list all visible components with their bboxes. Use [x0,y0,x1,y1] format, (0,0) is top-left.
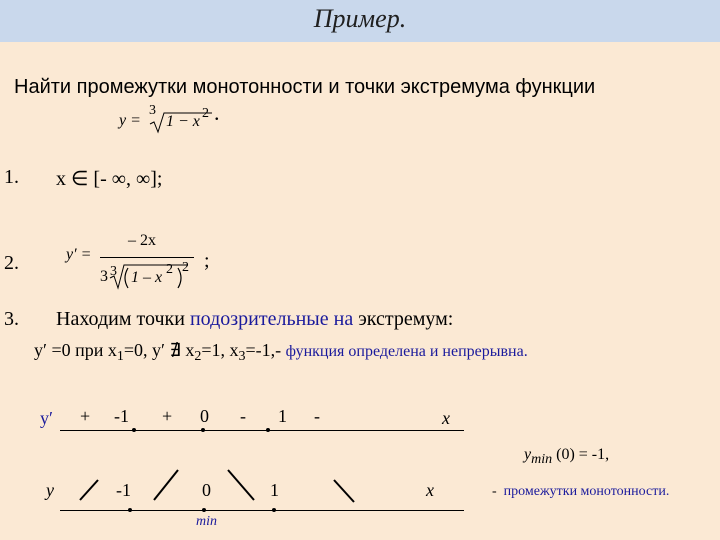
sign-line-label: y′ [40,408,53,428]
sign-plus-1: + [80,406,91,426]
mono-tick-0: 0 [202,480,211,500]
step-2-number: 2. [4,252,19,274]
step-1-number: 1. [4,166,19,188]
critical-d-sub: 3 [238,349,246,364]
radicand: 1 − x [166,113,200,130]
critical-c-sub: 2 [194,349,202,364]
arrow-increasing-left [80,480,98,500]
step-3-text-c: экстремум: [358,308,454,330]
denominator-outer-exponent: 2 [182,260,189,275]
critical-f: функция определена и непрерывна. [285,343,528,360]
slide-title: Пример. [313,4,407,33]
sign-tick-0: 0 [200,406,209,426]
critical-a-sub: 1 [116,349,124,364]
step-2-semicolon: ; [204,250,210,272]
mono-tick-1: 1 [270,480,279,500]
critical-a: y′ =0 при x [34,340,117,360]
denominator-inner: 1 – x [131,269,163,286]
denominator-coef: 3 [100,268,108,285]
sign-plus-2: + [162,406,173,426]
formula-eq: = [130,112,141,129]
step-3-number: 3. [4,308,19,330]
step-3-text-b: подозрительные на [189,308,359,330]
step-1-text: x ∈ [- ∞, ∞]; [56,168,163,190]
sign-tick-1: 1 [278,406,287,426]
formula-dot: . [214,100,220,125]
mono-line-label: y [46,480,54,500]
min-note-rest: (0) = -1, [556,446,610,463]
critical-c: x [185,340,195,360]
denominator-root-index: 3 [110,264,117,279]
formula-lhs: y [119,112,127,129]
mono-tick-neg1: -1 [116,480,131,500]
derivative-numerator: – 2x [128,232,156,249]
denominator-inner-exponent: 2 [166,262,173,277]
min-label: min [196,514,217,529]
arrow-decreasing-right [334,480,354,502]
root-index: 3 [149,103,156,118]
critical-b: =0, y′ [123,340,165,360]
critical-e: =-1,- [245,340,286,360]
derivative-lhs: y′ = [66,246,92,263]
arrow-increasing-mid [154,470,178,500]
min-note-y: y [524,446,532,463]
mono-axis-x: x [426,480,434,500]
not-exists-symbol: ∄ [169,340,181,360]
mono-note [492,484,669,500]
min-note-sub: min [531,452,553,467]
critical-d: =1, x [201,340,239,360]
sign-minus-2: - [314,406,320,426]
radicand-exponent: 2 [202,106,209,121]
mono-note-dash: - [492,484,497,499]
sign-axis-x: x [442,408,450,428]
mono-note-text: промежутки монотонности. [503,484,670,499]
task-text: Найти промежутки монотонности и точки экстремума функции [14,76,596,98]
sign-tick-neg1: -1 [114,406,129,426]
sign-minus-1: - [240,406,246,426]
step-3-text-a: Находим точки [56,308,190,330]
arrow-decreasing-mid [228,470,254,500]
